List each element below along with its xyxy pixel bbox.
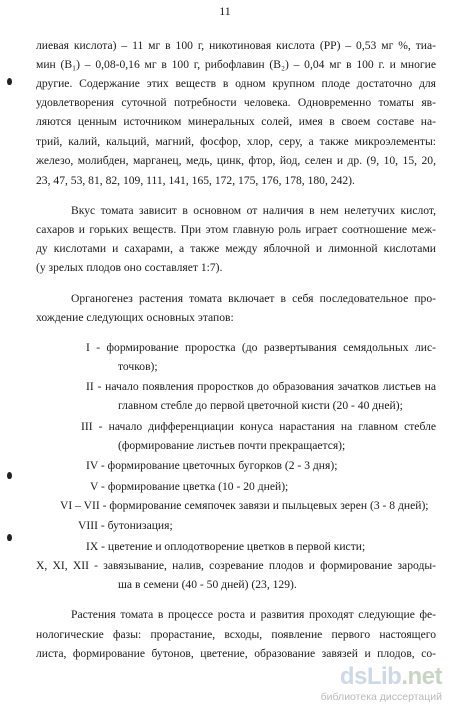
text-line: Органогенез растения томата включает в себя последовательное про- (71, 292, 436, 305)
text-line: мин (В₁) – 0,08-0,16 мг в 100 г, рибофлавин (В₂) – 0,04 мг в 100 г. и многие (36, 58, 436, 71)
text-line: точков); (118, 360, 158, 373)
text-line: V - формирование цветка (10 - 20 дней); (90, 480, 289, 493)
text-line: сахаров и горьких веществ. При этом главную роль играет соотношение меж- (36, 223, 436, 236)
margin-ink-mark (7, 534, 12, 541)
text-line: ду кислотами и сахарами, а также между яблочной и лимонной кислотами (36, 242, 436, 255)
text-line: нологические фазы: прорастание, всходы, появление первого настоящего (36, 628, 436, 641)
text-line: (формирование листьев почти прекращается); (118, 439, 346, 452)
text-line: другие. Содержание этих веществ в одном крупном плоде достаточно для (36, 77, 436, 90)
text-line: главном стебле до первой цветочной кисти (20 - 40 дней); (118, 399, 403, 412)
text-line: I - формирование проростка (до развертывания семядольных лис- (86, 341, 436, 354)
text-line: ша в семени (40 - 50 дней) (23, 129). (118, 578, 297, 591)
text-line: II - начало появления проростков до образования зачатков листьев на (86, 380, 436, 393)
text-line: железо, молибден, марганец, медь, цинк, фтор, йод, селен и др. (9, 10, 15, 20, (36, 154, 436, 167)
watermark-tagline: библиотека диссертаций (320, 691, 442, 703)
text-line: Вкус томата зависит в основном от наличия в нем нелетучих кислот, (71, 204, 436, 217)
text-line: лиевая кислота) – 11 мг в 100 г, никотиновая кислота (РР) – 0,53 мг %, тиа- (36, 39, 436, 52)
text-line: 23, 47, 53, 81, 82, 109, 111, 141, 165, 172, 175, 176, 178, 180, 242). (36, 174, 355, 187)
text-line: IX - цветение и оплодотворение цветков в первой кисти; (86, 540, 366, 553)
text-line: X, XI, XII - завязывание, налив, созревание плодов и формирование зароды- (36, 559, 436, 572)
text-line: III - начало дифференциации конуса нарастания на главном стебле (81, 420, 436, 433)
text-line: удовлетворения суточной потребности человека. Одновременно томаты яв- (36, 96, 436, 109)
text-line: VIII - бутонизация; (78, 519, 173, 532)
text-line: IV - формирование цветочных бугорков (2 - 3 дня); (86, 459, 338, 472)
watermark (302, 663, 442, 703)
margin-ink-mark (7, 78, 12, 85)
text-line: листа, формирование бутонов, цветение, образование завязей и плодов, со- (36, 647, 436, 660)
text-line: Растения томата в процессе роста и развития проходят следующие фе- (71, 608, 436, 621)
text-line: ляются ценным источником минеральных солей, имея в своем составе на- (36, 115, 436, 128)
text-line: трий, калий, кальций, магний, фосфор, хлор, серу, а также микроэлементы: (36, 135, 436, 148)
margin-ink-mark (7, 472, 12, 479)
text-line: хождение следующих основных этапов: (36, 311, 234, 324)
watermark-logo: dsLib.net (339, 663, 442, 690)
page-number: 11 (219, 4, 231, 18)
text-line: VI – VII - формирование семяпочек завязи и пыльцевых зерен (3 - 8 дней); (60, 499, 429, 512)
text-line: (у зрелых плодов оно составляет 1:7). (36, 261, 223, 274)
